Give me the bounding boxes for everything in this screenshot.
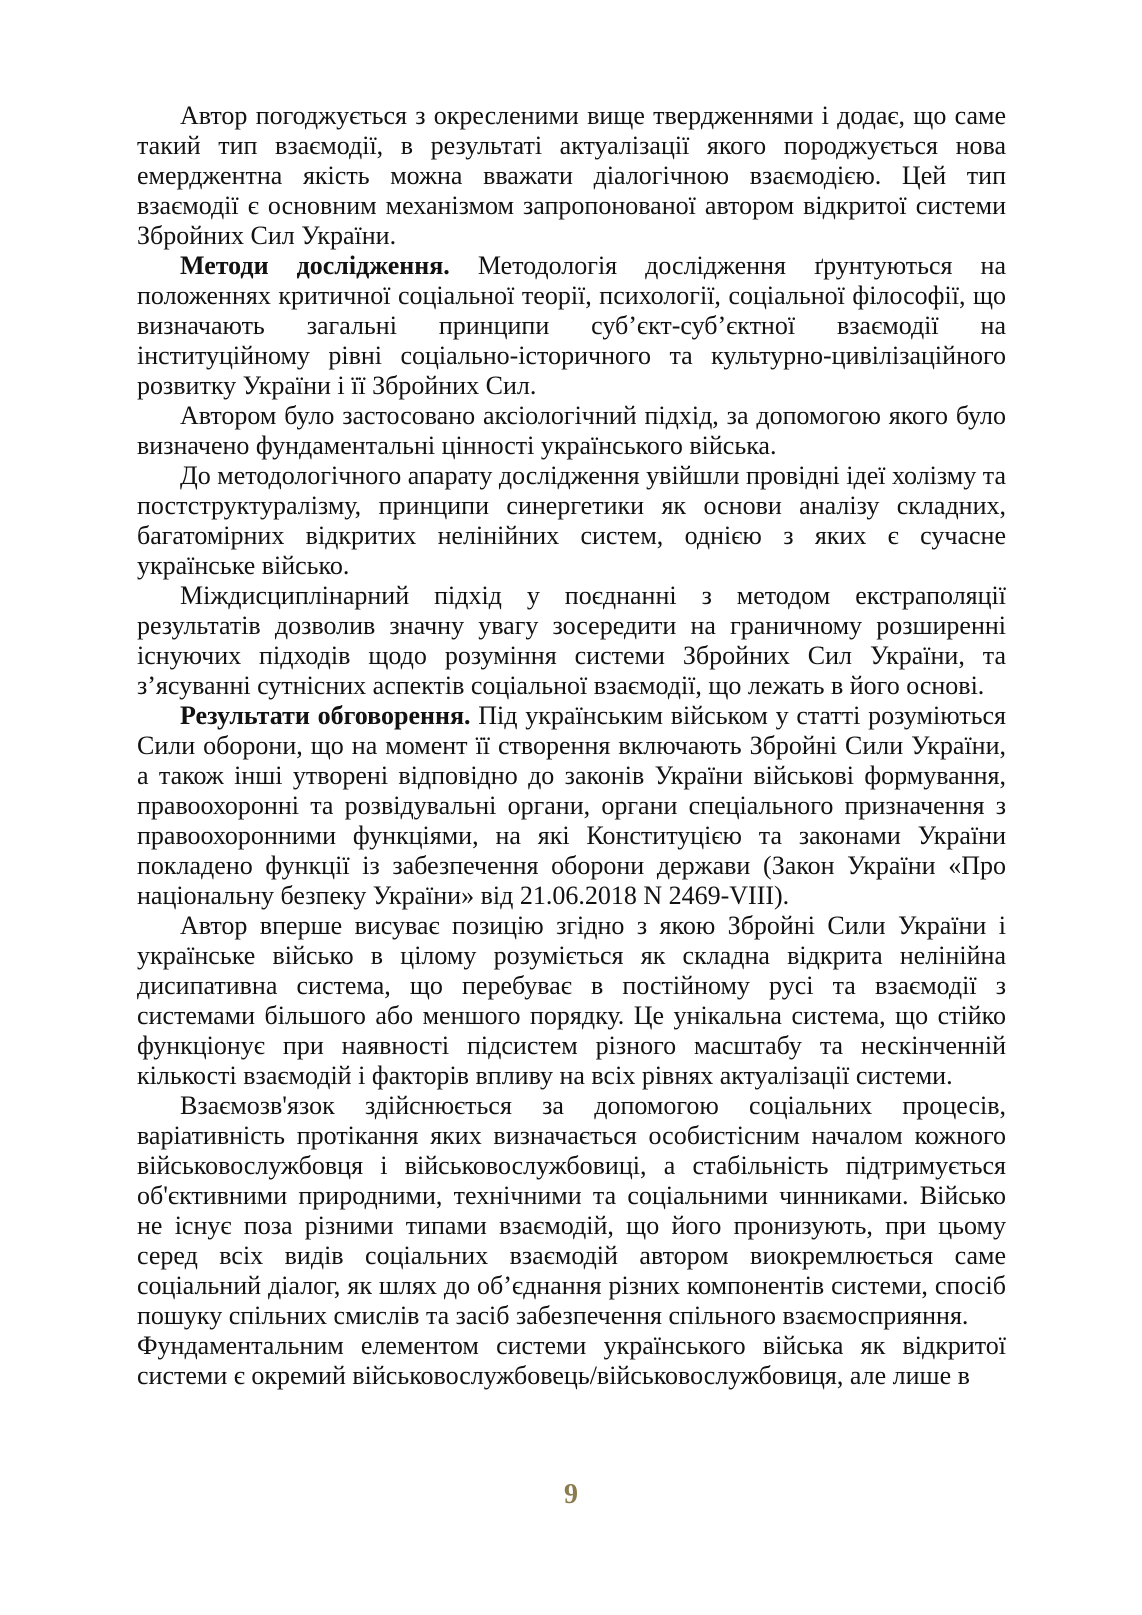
paragraph-results (137, 701, 1006, 911)
paragraph-text: Методологія дослідження ґрунтуються на положеннях критичної соціальної теорії, психології, соціальної філософії, що визначають загальні принципи суб’єкт-суб’єктної взаємодії на інституційному рівні соціально-історичного та культурно-цивілізаційного розвитку України і її Збройних Сил. (137, 251, 1006, 400)
paragraph-text: Автором було застосовано аксіологічний підхід, за допомогою якого було визначено фундаментальні цінності українського війська. (137, 401, 1006, 460)
paragraph-text: Під українським військом у статті розуміються Сили оборони, що на момент її створення включають Збройні Сили України, а також інші утворені відповідно до законів України військові формування, правоохоронні та розвідувальні органи, органи спеціального призначення з правоохоронними функціями, на які Конституцією та законами України покладено функції із забезпечення оборони держави (Закон України «Про національну безпеку України» від 21.06.2018 N 2469-VIII). (137, 701, 1006, 910)
section-heading-methods: Методи дослідження. (180, 251, 450, 280)
paragraph-text: До методологічного апарату дослідження увійшли провідні ідеї холізму та постструктуралізму, принципи синергетики як основи аналізу складних, багатомірних відкритих нелінійних систем, однією з яких є сучасне українське військо. (137, 461, 1006, 580)
paragraph-text: Міждисциплінарний підхід у поєднанні з методом екстраполяції результатів дозволив значну увагу зосередити на граничному розширенні існуючих підходів щодо розуміння системи Збройних Сил України, та з’ясуванні сутнісних аспектів соціальної взаємодії, що лежать в його основі. (137, 581, 1006, 700)
paragraph-methods (137, 251, 1006, 401)
page-number: 9 (564, 1479, 578, 1510)
paragraph-text: Автор погоджується з окресленими вище твердженнями і додає, що саме такий тип взаємодії, в результаті актуалізації якого породжується нова емерджентна якість можна вважати діалогічною взаємодією. Цей тип взаємодії є основним механізмом запропонованої автором відкритої системи Збройних Сил України. (137, 101, 1006, 250)
paragraph-text: Фундаментальним елементом системи українського війська як відкритої системи є окремий військовослужбовець/військовослужбовиця, але лише в (137, 1331, 1006, 1390)
paragraph-text: Автор вперше висуває позицію згідно з якою Збройні Сили України і українське військо в цілому розуміється як складна відкрита нелінійна дисипативна система, що перебуває в постійному русі та взаємодії з системами більшого або меншого порядку. Це унікальна система, що стійко функціонує при наявності підсистем різного масштабу та нескінченній кількості взаємодій і факторів впливу на всіх рівнях актуалізації системи. (137, 911, 1006, 1090)
paragraph-axiological-approach (137, 401, 1006, 461)
paragraph-fundamental-element (137, 1331, 1006, 1391)
paragraph-author-agrees (137, 101, 1006, 251)
paragraph-interdisciplinary-approach (137, 581, 1006, 701)
article-body (137, 101, 1006, 1391)
paragraph-text: Взаємозв'язок здійснюється за допомогою соціальних процесів, варіативність протікання яких визначається особистісним началом кожного військовослужбовця і військовослужбовиці, а стабільність підтримується об'єктивними природними, технічними та соціальними чинниками. Військо не існує поза різними типами взаємодій, що його пронизують, при цьому серед всіх видів соціальних взаємодій автором виокремлюється саме соціальний діалог, як шлях до об’єднання різних компонентів системи, спосіб пошуку спільних смислів та засіб забезпечення спільного взаємосприяння. (137, 1091, 1006, 1330)
section-heading-results: Результати обговорення. (180, 701, 471, 730)
paragraph-methodological-apparatus (137, 461, 1006, 581)
paragraph-social-processes (137, 1091, 1006, 1331)
paragraph-author-position (137, 911, 1006, 1091)
